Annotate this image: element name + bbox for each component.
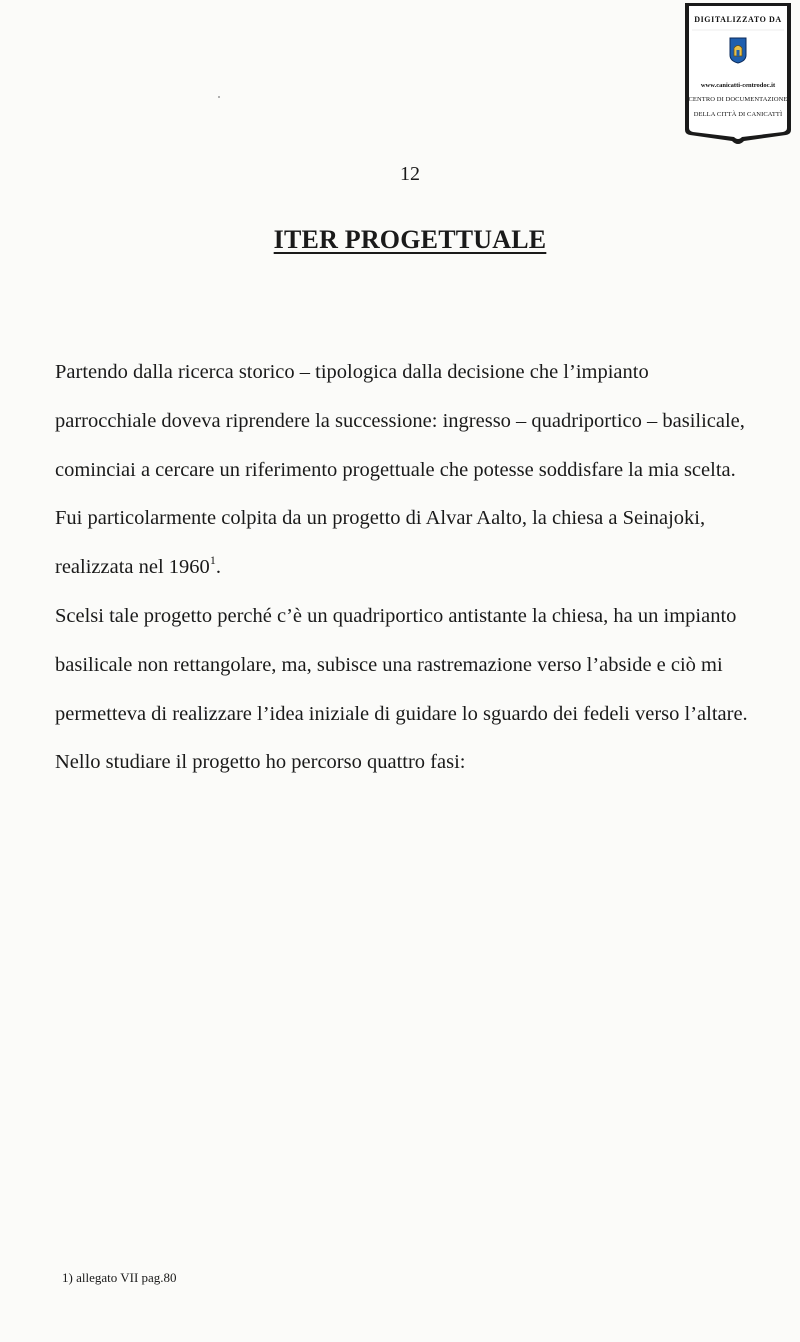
stamp-org-line-2: DELLA CITTÀ DI CANICATTÌ [693,111,783,118]
stamp-title: DIGITALIZZATO DA [694,15,782,24]
text-segment: realizzata nel 1960 [55,556,210,579]
text-line: Partendo dalla ricerca storico – tipologica dalla decisione che l’impianto [55,361,649,383]
text-segment: . [215,556,221,579]
text-line: cominciai a cercare un riferimento progettuale che potesse soddisfare la mia scelta. [55,458,736,481]
body-text [55,348,775,787]
text-line: Scelsi tale progetto perché c’è un quadriportico antistante la chiesa, ha un impianto [55,604,737,627]
footnote-reference: 1 [209,553,216,568]
text-line: basilicale non rettangolare, ma, subisce una rastremazione verso l’abside e ciò mi [55,653,723,676]
scan-speck [218,96,220,98]
stamp-url: www.canicatti-centrodoc.it [700,82,776,89]
text-line-with-footnote [55,543,775,592]
digitization-stamp [682,2,794,148]
section-title: ITER PROGETTUALE [273,225,547,254]
city-crest-icon [729,36,747,64]
footnote: 1) allegato VII pag.80 [62,1270,177,1285]
text-line: Fui particolarmente colpita da un progetto di Alvar Aalto, la chiesa a Seinajoki, [55,507,706,530]
stamp-org-line-1: CENTRO DI DOCUMENTAZIONE [688,96,788,103]
text-line: permetteva di realizzare l’idea iniziale di guidare lo sguardo dei fedeli verso l’altare. [55,702,748,725]
page-number: 12 [400,163,420,185]
text-line: parrocchiale doveva riprendere la successione: ingresso – quadriportico – basilicale, [55,409,745,432]
text-line: Nello studiare il progetto ho percorso quattro fasi: [55,751,466,774]
